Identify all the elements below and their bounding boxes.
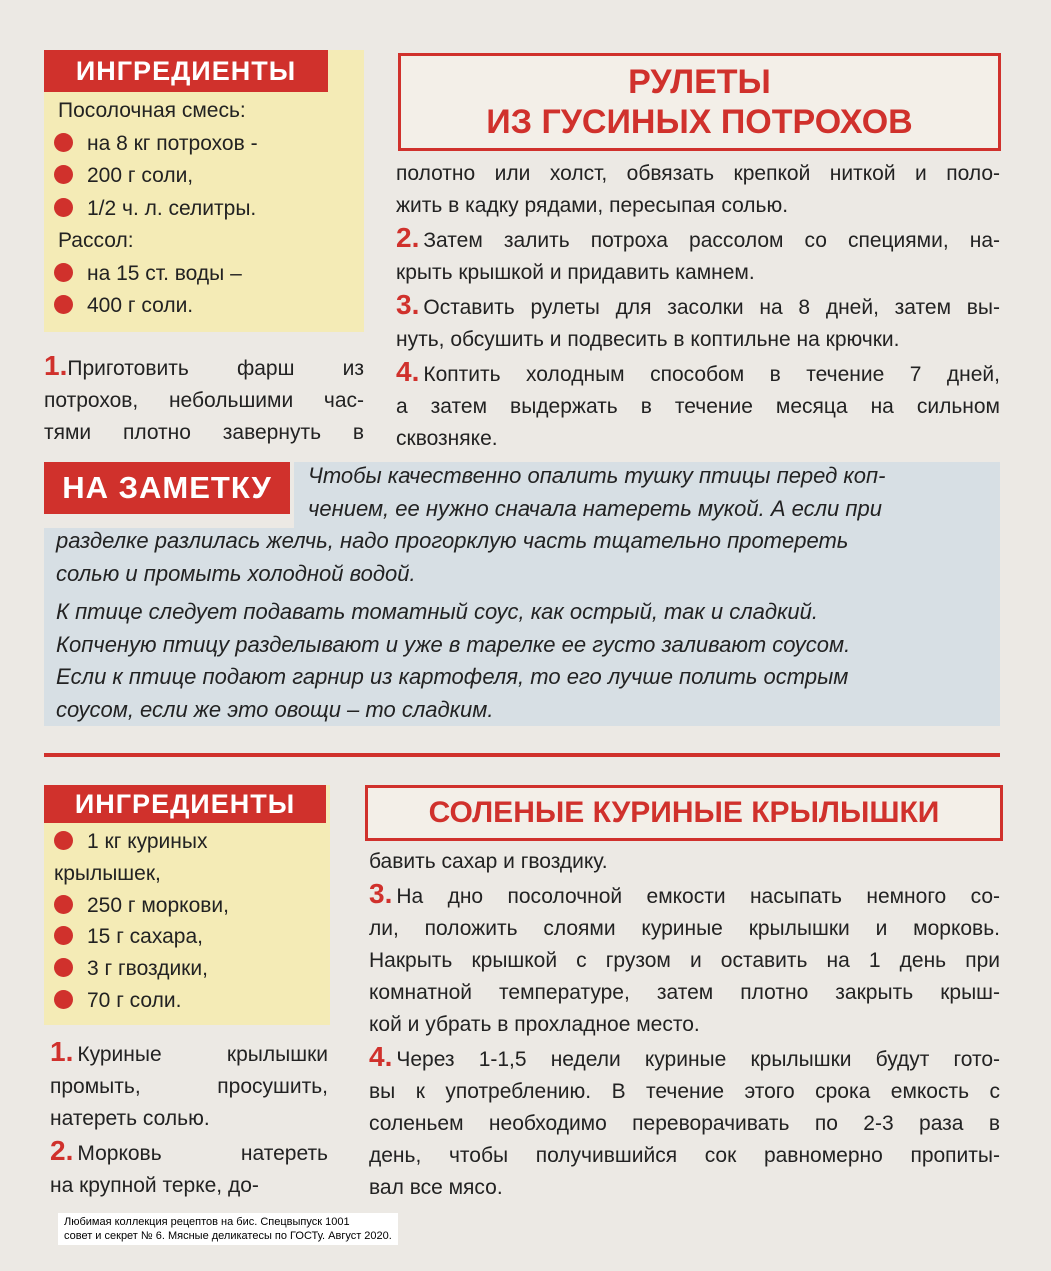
note-line: Копченую птицу разделывают и уже в тарелке ее густо заливают соусом.	[56, 631, 851, 657]
bullet-dot-icon	[54, 958, 73, 977]
note-line: соусом, если же это овощи – то сладким.	[56, 696, 494, 722]
ingredients-header-1: ИНГРЕДИЕНТЫ	[44, 50, 328, 92]
section-divider	[44, 753, 1000, 757]
ingredient-text: 70 г соли.	[87, 989, 182, 1012]
ingredient-text: 250 г моркови,	[87, 893, 229, 917]
bullet-dot-icon	[54, 295, 73, 314]
ingredient-line	[58, 225, 134, 257]
bullet-dot-icon	[54, 263, 73, 282]
step-line	[369, 945, 1000, 977]
step-line	[369, 1108, 1000, 1140]
ingredient-text: 3 г гвоздики,	[87, 957, 208, 981]
step-number: 4.	[396, 356, 420, 387]
bullet-dot-icon	[54, 133, 73, 152]
step-text: ли, положить слоями куриные крылышки и морковь.	[369, 917, 1000, 940]
ingredient-text: 1/2 ч. л. селитры.	[87, 196, 257, 220]
ingredient-line	[54, 921, 203, 953]
step-line	[396, 190, 1000, 222]
ingredient-line	[54, 128, 258, 160]
ingredient-line	[54, 193, 256, 225]
step-number: 2.	[50, 1135, 74, 1166]
ingredient-line	[54, 826, 207, 858]
recipe2-steps-left	[50, 1036, 328, 1202]
ingredient-line	[54, 890, 229, 922]
step-text: Коптить холодным способом в течение 7 дней,	[423, 363, 1000, 386]
step-text: на крупной терке, до-	[50, 1174, 259, 1197]
step-text: Накрыть крышкой с грузом и оставить на 1 день при	[369, 949, 1000, 972]
step-text: Куриные крылышки	[77, 1043, 328, 1066]
ingredient-text: Рассол:	[58, 229, 134, 252]
ingredient-text: 200 г соли,	[87, 164, 194, 187]
step-line	[396, 158, 1000, 190]
step-line	[369, 846, 1000, 878]
source-caption-line1: Любимая коллекция рецептов на бис. Спецвыпуск 1001	[64, 1216, 350, 1228]
ingredient-line	[54, 258, 242, 290]
step-text: На дно посолочной емкости насыпать немного со-	[396, 885, 1000, 908]
step-number: 4.	[369, 1041, 393, 1072]
note-text	[56, 525, 996, 726]
recipe1-step1-line3: тями плотно завернуть в	[44, 421, 364, 444]
recipe-title-1	[398, 53, 1001, 151]
note-line: солью и промыть холодной водой.	[56, 560, 416, 586]
ingredient-text: Посолочная смесь:	[58, 99, 246, 122]
recipe-title-1-line1: РУЛЕТЫ	[628, 63, 771, 101]
note-line: чением, ее нужно сначала натереть мукой. А если при	[308, 495, 882, 521]
step-text: полотно или холст, обвязать крепкой ниткой и поло-	[396, 162, 1000, 185]
source-caption-line2: совет и секрет № 6. Мясные деликатесы по ГОСТу. Август 2020.	[64, 1230, 392, 1242]
step-line	[369, 878, 1000, 913]
ingredient-text: 1 кг куриных	[87, 830, 208, 853]
bullet-dot-icon	[54, 198, 73, 217]
step-number: 1.	[50, 1036, 74, 1067]
step-line	[50, 1103, 328, 1135]
step-line	[396, 356, 1000, 391]
ingredient-text: 15 г сахара,	[87, 925, 204, 949]
step-line	[396, 391, 1000, 423]
step-line	[369, 1009, 1000, 1041]
step-text: промыть, просушить,	[50, 1075, 328, 1098]
step-line	[369, 1076, 1000, 1108]
step-text: день, чтобы получившийся сок равномерно пропиты-	[369, 1144, 1000, 1167]
step-text: сквозняке.	[396, 427, 498, 450]
ingredient-text: крылышек,	[54, 861, 161, 885]
step-line	[396, 324, 1000, 356]
step-line	[369, 1172, 1000, 1204]
ingredient-line	[54, 290, 193, 322]
recipe-title-2	[365, 785, 1003, 841]
bullet-dot-icon	[54, 165, 73, 184]
ingredient-text: на 8 кг потрохов -	[87, 131, 258, 155]
step-line	[50, 1071, 328, 1103]
step-text: вал все мясо.	[369, 1176, 503, 1199]
bullet-dot-icon	[54, 895, 73, 914]
recipe1-steps-right	[396, 158, 1000, 455]
step-text: комнатной температуре, затем плотно закрыть крыш-	[369, 981, 1000, 1004]
ingredients-header-2: ИНГРЕДИЕНТЫ	[44, 785, 326, 823]
bullet-dot-icon	[54, 990, 73, 1009]
step-text: крыть крышкой и придавить камнем.	[396, 261, 755, 284]
step-text: вы к употреблению. В течение этого срока емкость с	[369, 1080, 1000, 1103]
note-line: разделке разлилась желчь, надо прогорклую часть тщательно протереть	[56, 528, 849, 553]
note-line: К птице следует подавать томатный соус, как острый, так и сладкий.	[56, 599, 818, 624]
step-text: натереть солью.	[50, 1107, 210, 1130]
note-line: Чтобы качественно опалить тушку птицы перед коп-	[308, 463, 886, 488]
step-text: Морковь натереть	[77, 1142, 328, 1165]
ingredient-line	[58, 95, 246, 127]
step-line	[369, 913, 1000, 945]
recipe-title-1-line2: ИЗ ГУСИНЫХ ПОТРОХОВ	[486, 103, 913, 141]
recipe1-step1-line2: потрохов, небольшими час-	[44, 389, 364, 412]
note-text-first	[308, 460, 998, 525]
step-number: 2.	[396, 222, 420, 253]
step-line	[396, 289, 1000, 324]
step-line	[50, 1036, 328, 1071]
ingredient-text: на 15 ст. воды –	[87, 261, 242, 285]
step-line	[369, 977, 1000, 1009]
bullet-dot-icon	[54, 926, 73, 945]
step-line	[369, 1041, 1000, 1076]
recipe1-step1-line1: 1.Приготовить фарш из	[44, 350, 364, 381]
step-line	[50, 1170, 328, 1202]
step-text: Через 1-1,5 недели куриные крылышки будут гото-	[396, 1048, 1000, 1071]
step-text: нуть, обсушить и подвесить в коптильне на крючки.	[396, 328, 900, 351]
step-text: кой и убрать в прохладное место.	[369, 1013, 700, 1036]
step-text: соленьем необходимо переворачивать по 2-3 раза в	[369, 1112, 1000, 1135]
ingredient-line	[54, 858, 161, 890]
note-line: Если к птице подают гарнир из картофеля, то его лучше полить острым	[56, 664, 849, 689]
ingredient-line	[54, 953, 208, 985]
step-number: 3.	[369, 878, 393, 909]
step-text: Затем залить потроха рассолом со специями, на-	[423, 229, 1000, 252]
source-caption	[58, 1213, 398, 1245]
step-text: Оставить рулеты для засолки на 8 дней, затем вы-	[423, 296, 1000, 319]
step-text: а затем выдержать в течение месяца на сильном	[396, 395, 1000, 418]
recipe2-steps-right	[369, 846, 1000, 1204]
step-line	[50, 1135, 328, 1170]
step-line	[396, 257, 1000, 289]
ingredient-text: 400 г соли.	[87, 294, 194, 317]
recipe-title-2-text: СОЛЕНЫЕ КУРИНЫЕ КРЫЛЫШКИ	[428, 796, 940, 829]
step-line	[396, 222, 1000, 257]
ingredient-line	[54, 160, 193, 192]
bullet-dot-icon	[54, 831, 73, 850]
step-line	[369, 1140, 1000, 1172]
step-number: 3.	[396, 289, 420, 320]
step-text: жить в кадку рядами, пересыпая солью.	[396, 194, 789, 217]
step-text: бавить сахар и гвоздику.	[369, 850, 608, 873]
ingredient-line	[54, 985, 181, 1017]
recipe1-step1	[44, 350, 364, 449]
note-header: НА ЗАМЕТКУ	[44, 462, 290, 514]
step-line	[396, 423, 1000, 455]
